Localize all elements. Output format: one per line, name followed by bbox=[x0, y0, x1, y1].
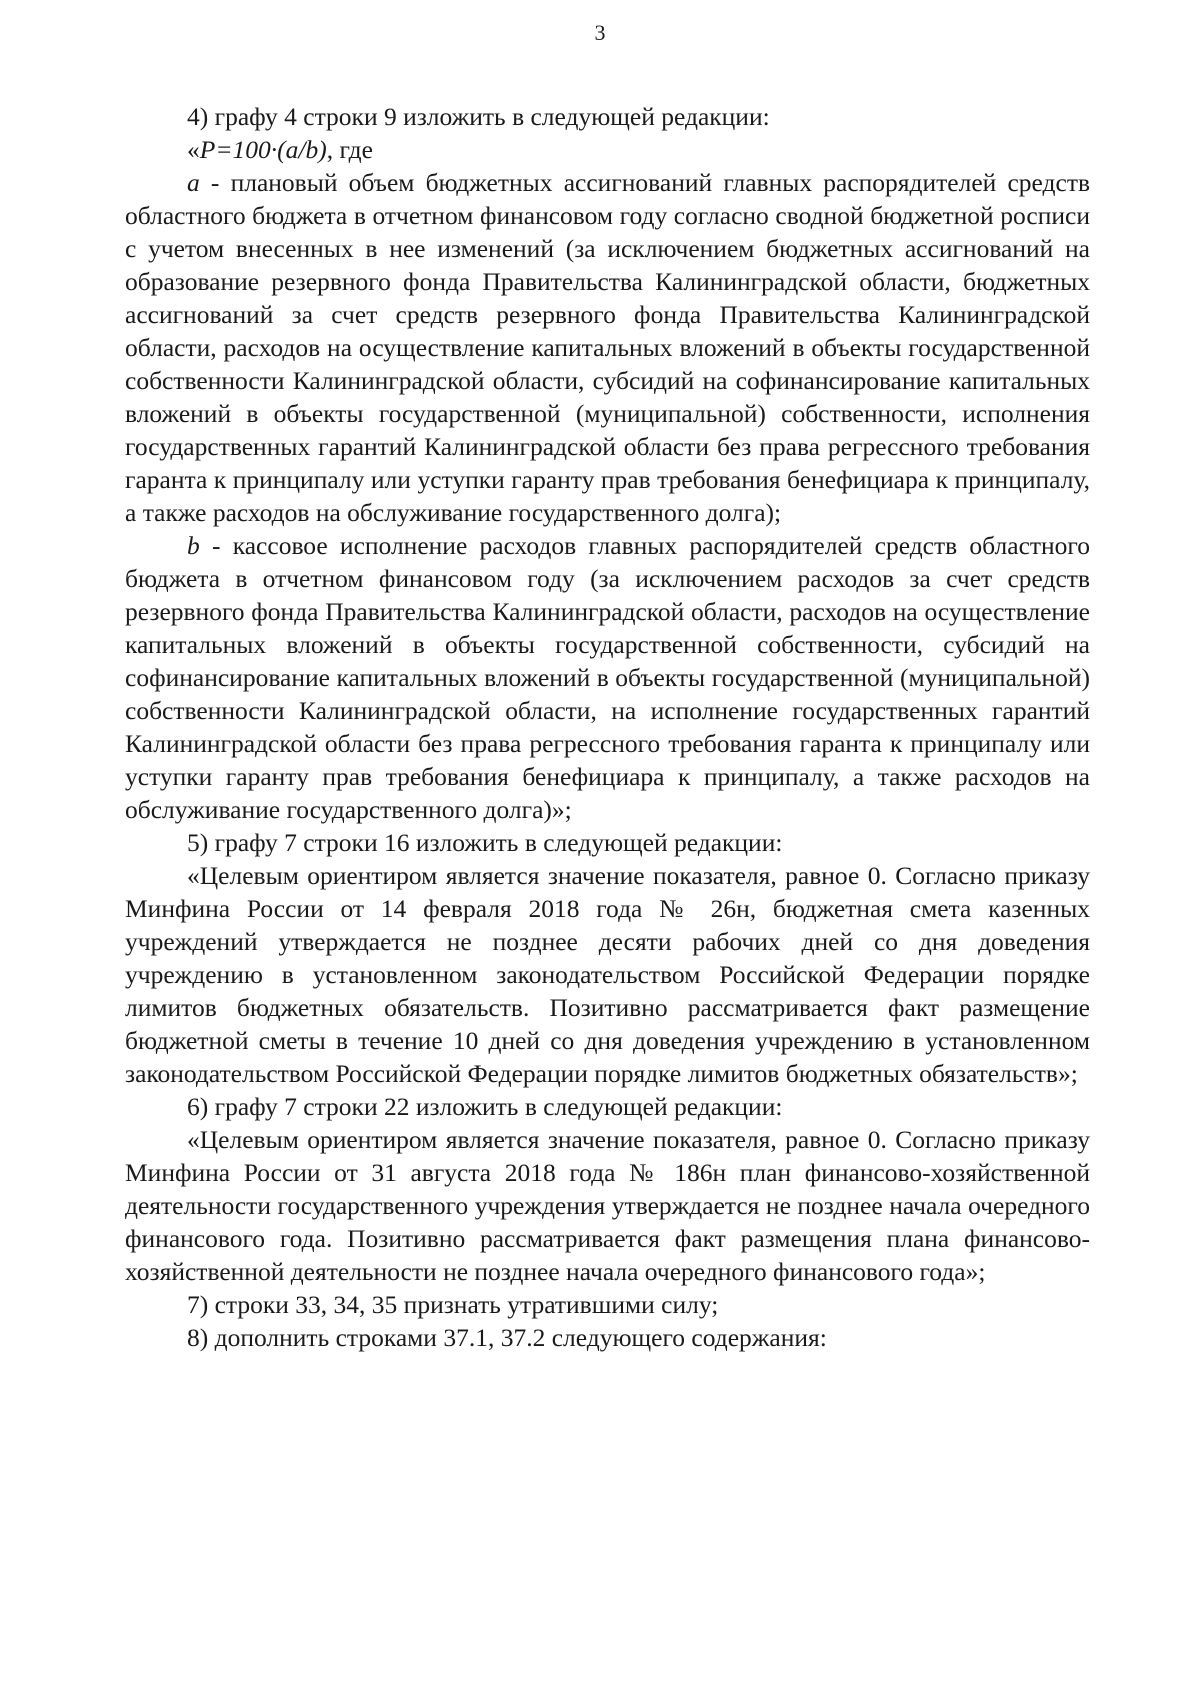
item-6-text: «Целевым ориентиром является значение показателя, равное 0. Согласно приказу Минфина России от 31 августа 2018 года № 186н план финансово-хозяйственной деятельности государственного учреждения утверждается не позднее начала очередного финансового года. Позитивно рассматривается факт размещения плана финансово-хозяйственной деятельности не позднее начала очередного финансового года»; bbox=[125, 1125, 1090, 1286]
variable-a-definition bbox=[125, 166, 1090, 529]
variable-b-text: - кассовое исполнение расходов главных распорядителей средств областного бюджета в отчетном финансовом году (за исключением расходов за счет средств резервного фонда Правительства Калининградской области, расходов на осуществление капитальных вложений в объекты государственной собственности, субсидий на софинансирование капитальных вложений в объекты государственной (муниципальной) собственности Калининградской области, на исполнение государственных гарантий Калининградской области без права регрессного требования гаранта к принципалу или уступки гаранту прав требования бенефициара к принципалу, а также расходов на обслуживание государственного долга)»; bbox=[125, 531, 1090, 824]
variable-a-text: - плановый объем бюджетных ассигнований главных распорядителей средств областного бюджета в отчетном финансовом году согласно сводной бюджетной росписи с учетом внесенных в нее изменений (за исключением бюджетных ассигнований на образование резервного фонда Правительства Калининградской области, бюджетных ассигнований за счет средств резервного фонда Правительства Калининградской области, расходов на осуществление капитальных вложений в объекты государственной собственности Калининградской области, субсидий на софинансирование капитальных вложений в объекты государственной (муниципальной) собственности, исполнения государственных гарантий Калининградской области без права регрессного требования гаранта к принципалу или уступки гаранту прав требования бенефициара к принципалу, а также расходов на обслуживание государственного долга); bbox=[125, 168, 1090, 527]
item-6-heading: 6) графу 7 строки 22 изложить в следующей редакции: bbox=[187, 1092, 783, 1121]
item-7-text: 7) строки 33, 34, 35 признать утратившими силу; bbox=[187, 1290, 719, 1319]
document-body bbox=[125, 100, 1090, 1354]
page-number: 3 bbox=[594, 20, 606, 45]
item-5-text: «Целевым ориентиром является значение показателя, равное 0. Согласно приказу Минфина России от 14 февраля 2018 года № 26н, бюджетная смета казенных учреждений утверждается не позднее десяти рабочих дней со дня доведения учреждению в установленном законодательством Российской Федерации порядке лимитов бюджетных обязательств. Позитивно рассматривается факт размещение бюджетной сметы в течение 10 дней со дня доведения учреждению в установленном законодательством Российской Федерации порядке лимитов бюджетных обязательств»; bbox=[125, 861, 1090, 1088]
formula-prefix: « bbox=[187, 135, 200, 164]
formula: P=100·(a/b) bbox=[199, 135, 327, 164]
variable-b-definition bbox=[125, 529, 1090, 826]
variable-b: b bbox=[187, 531, 200, 560]
variable-a: a bbox=[187, 168, 200, 197]
item-5-heading: 5) графу 7 строки 16 изложить в следующей редакции: bbox=[187, 828, 783, 857]
formula-suffix: , где bbox=[326, 135, 373, 164]
item-4-heading: 4) графу 4 строки 9 изложить в следующей редакции: bbox=[187, 102, 770, 131]
item-8-text: 8) дополнить строками 37.1, 37.2 следующего содержания: bbox=[187, 1323, 827, 1352]
formula-line bbox=[125, 133, 1090, 166]
